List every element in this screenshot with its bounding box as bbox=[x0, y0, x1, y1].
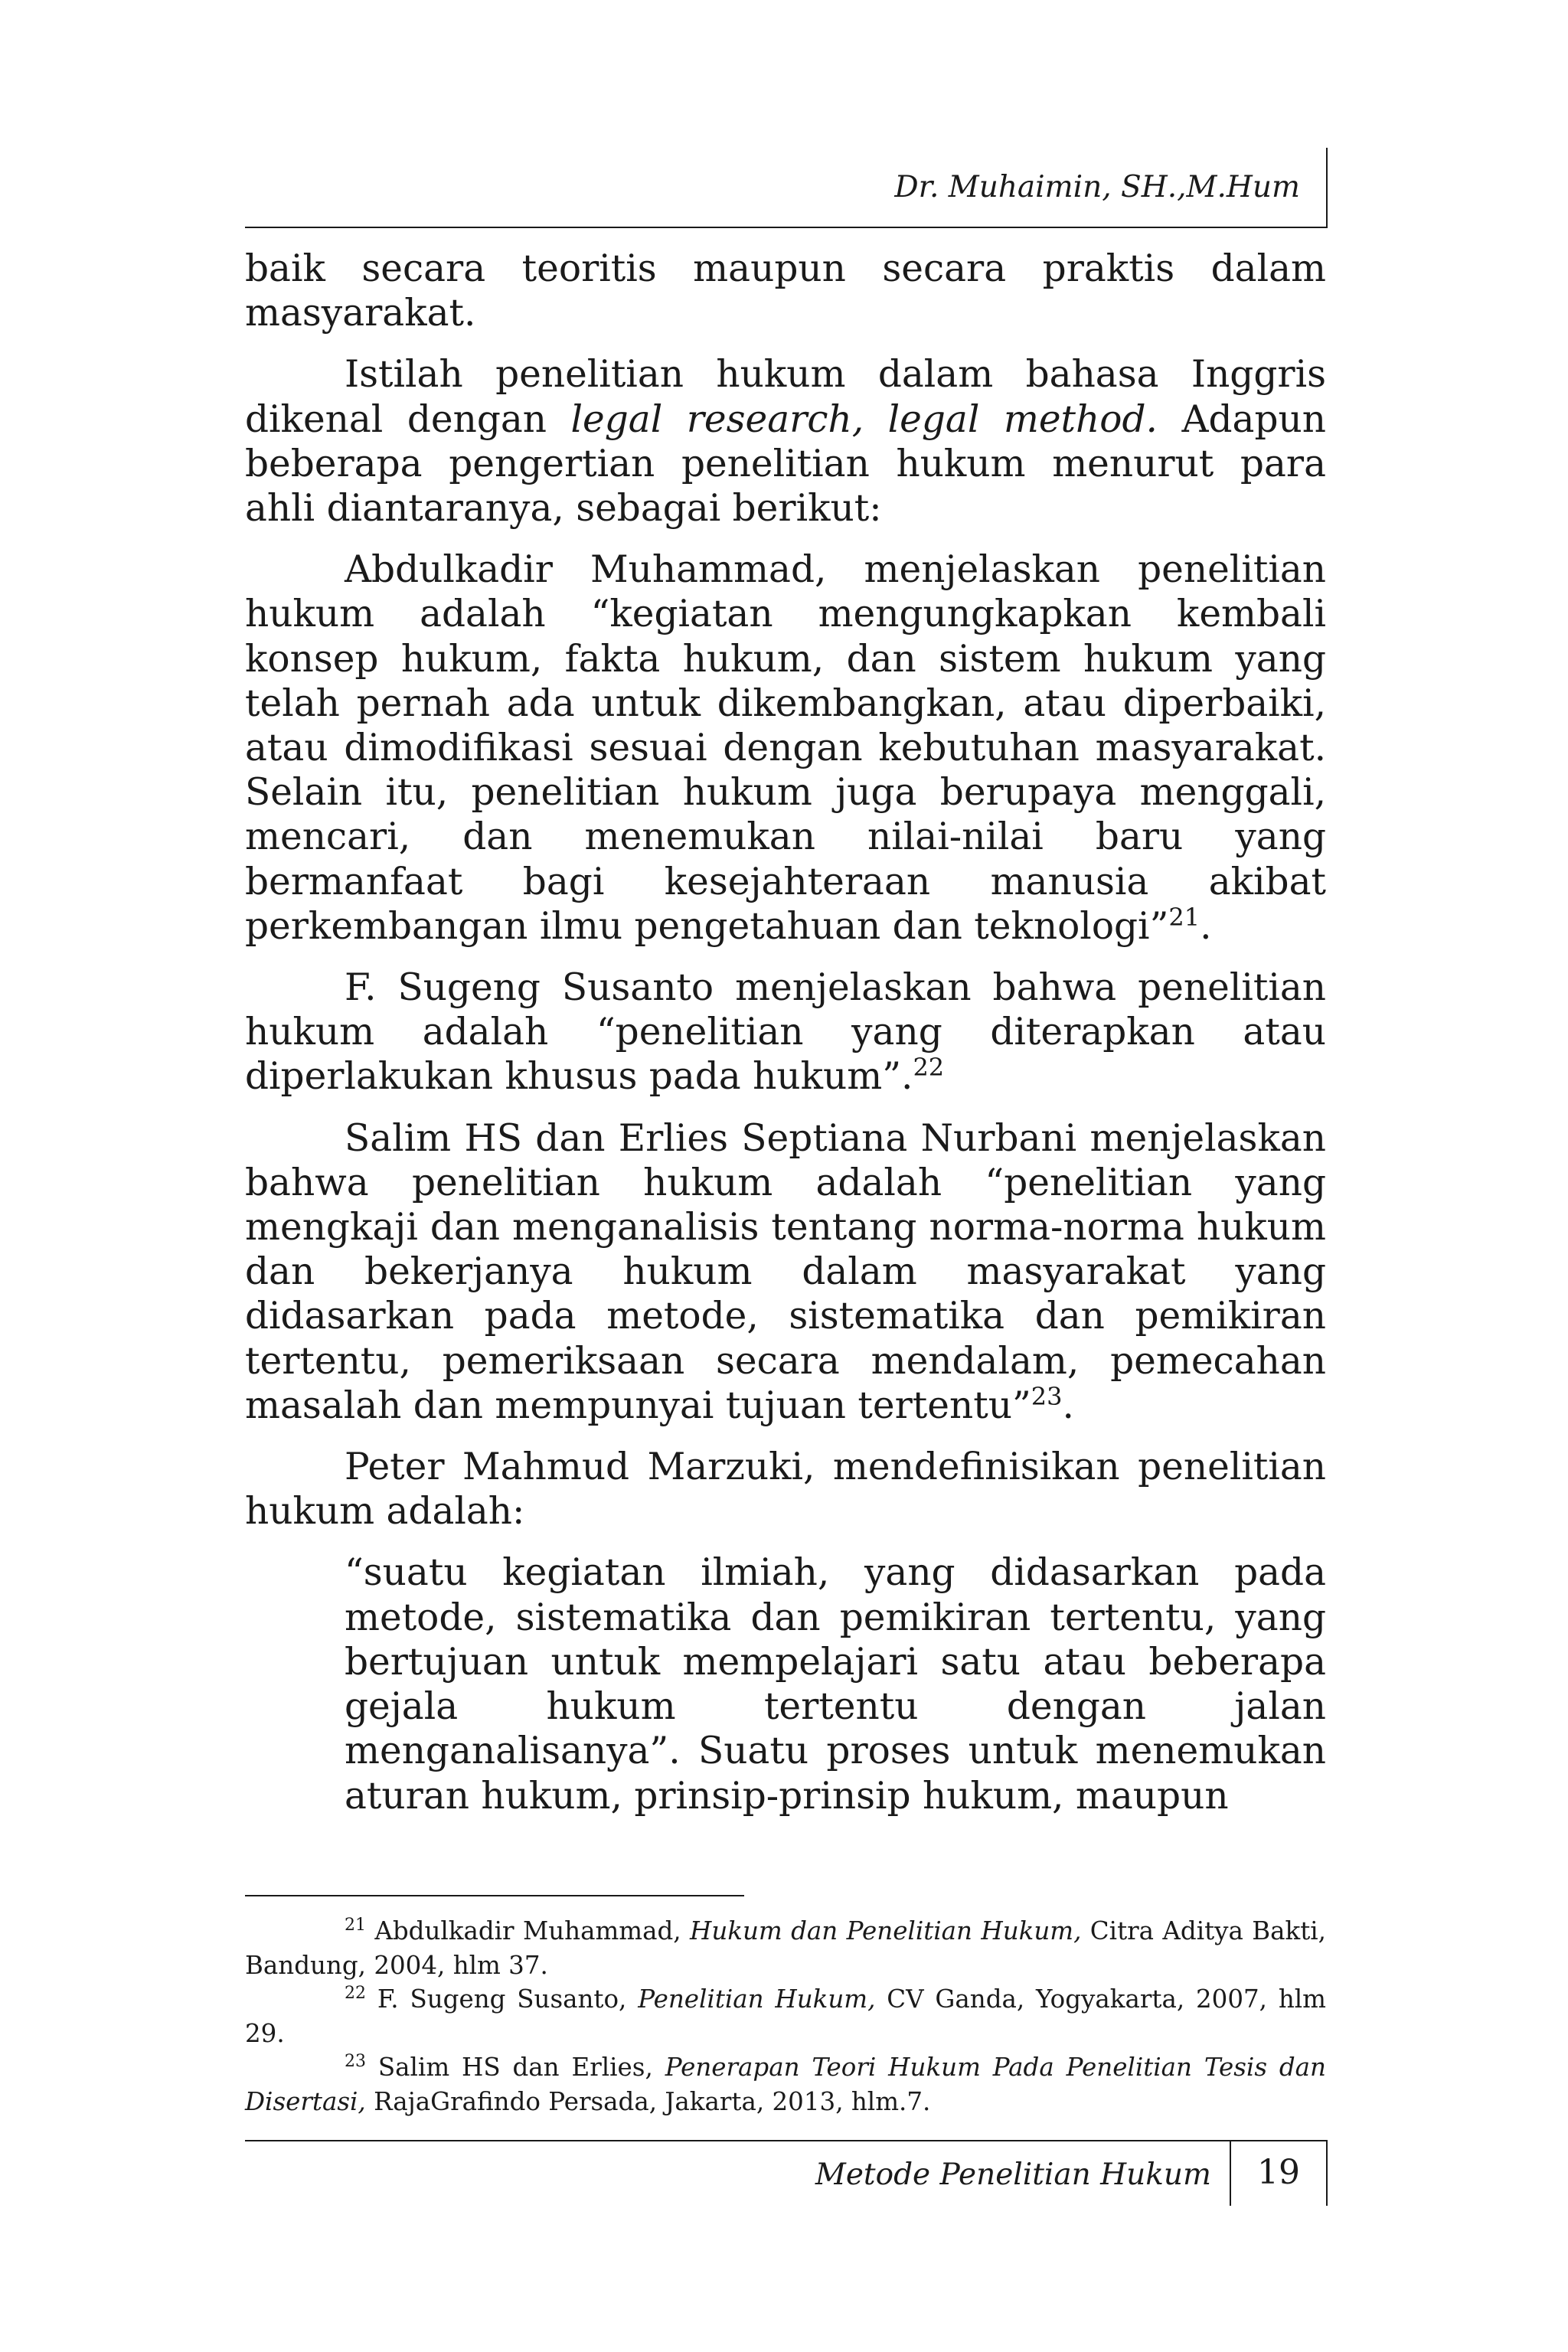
paragraph-text: . bbox=[1062, 1383, 1074, 1427]
footnote-author: Salim HS dan Erlies, bbox=[366, 2053, 665, 2082]
paragraph-text: Abdulkadir Muhammad, menjelaskan penelitian hukum adalah “kegiatan mengungkapkan kembali konsep hukum, fakta hukum, dan sistem hukum yang telah pernah ada untuk dikembangkan, atau diperbaiki, atau dimodifikasi sesuai dengan kebutuhan masyarakat. Selain itu, penelitian hukum juga berupaya menggali, mencari, dan menemukan nilai-nilai baru yang bermanfaat bagi kesejahteraan manusia akibat perkembangan ilmu pengetahuan dan teknologi” bbox=[245, 548, 1326, 948]
footer-rule bbox=[245, 2140, 1328, 2141]
italic-term: legal research, legal method. bbox=[570, 397, 1158, 441]
paragraph bbox=[245, 547, 1326, 949]
footnote-number: 21 bbox=[345, 1916, 366, 1936]
footnote-publication: RajaGrafindo Persada, Jakarta, 2013, hlm.7. bbox=[365, 2086, 931, 2116]
running-header-author: Dr. Muhaimin, SH.,M.Hum bbox=[894, 170, 1300, 204]
footer-vertical-rule bbox=[1326, 2140, 1328, 2206]
footnote-author: F. Sugeng Susanto, bbox=[366, 1984, 639, 2014]
header-rule bbox=[245, 227, 1328, 228]
paragraph-text: Salim HS dan Erlies Septiana Nurbani menjelaskan bahwa penelitian hukum adalah “penelitian yang mengkaji dan menganalisis tentang norma-norma hukum dan bekerjanya hukum dalam masyarakat yang didasarkan pada metode, sistematika dan pemikiran tertentu, pemeriksaan secara mendalam, pemecahan masalah dan mempunyai tujuan tertentu” bbox=[245, 1116, 1326, 1427]
main-text bbox=[245, 247, 1326, 1818]
footnote-author: Abdulkadir Muhammad, bbox=[366, 1916, 691, 1945]
footnote-publication: CV Ganda, Yogyakarta, 2007, hlm 29. bbox=[245, 1984, 1326, 2048]
paragraph-text: Adapun beberapa pengertian penelitian hukum menurut para ahli diantaranya, sebagai berikut: bbox=[245, 397, 1326, 531]
paragraph-text: F. Sugeng Susanto menjelaskan bahwa penelitian hukum adalah “penelitian yang diterapkan atau diperlakukan khusus pada hukum”. bbox=[245, 966, 1326, 1099]
paragraph-text: . bbox=[1200, 904, 1212, 948]
header-vertical-rule bbox=[1326, 148, 1328, 228]
paragraph bbox=[245, 1445, 1326, 1534]
footnote-publication: Citra Aditya Bakti, Bandung, 2004, hlm 37. bbox=[245, 1916, 1327, 1980]
footnote bbox=[245, 1982, 1326, 2050]
footnote-separator bbox=[245, 1895, 744, 1896]
footnote-number: 23 bbox=[345, 2052, 366, 2072]
paragraph bbox=[245, 965, 1326, 1099]
paragraph bbox=[245, 247, 1326, 335]
footnote-title: Penelitian Hukum, bbox=[638, 1984, 876, 2014]
footnote-reference[interactable]: 22 bbox=[913, 1053, 945, 1083]
footnote bbox=[245, 2050, 1326, 2118]
paragraph-text: Istilah penelitian hukum dalam bahasa Inggris dikenal dengan bbox=[245, 353, 1326, 441]
footnote-reference[interactable]: 23 bbox=[1031, 1381, 1063, 1411]
footnotes bbox=[245, 1914, 1326, 2118]
paragraph bbox=[245, 1116, 1326, 1428]
footnote-title: Hukum dan Penelitian Hukum, bbox=[690, 1916, 1082, 1945]
page-number: 19 bbox=[1257, 2153, 1300, 2192]
paragraph-text: baik secara teoritis maupun secara praktis dalam masyarakat. bbox=[245, 247, 1326, 335]
footnote-number: 22 bbox=[345, 1984, 366, 2004]
block-quote bbox=[245, 1550, 1326, 1818]
paragraph bbox=[245, 352, 1326, 531]
quote-text: “suatu kegiatan ilmiah, yang didasarkan pada metode, sistematika dan pemikiran tertentu, yang bertujuan untuk mempelajari satu atau beberapa gejala hukum tertentu dengan jalan menganalisanya”. Suatu proses untuk menemukan aturan hukum, prinsip-prinsip hukum, maupun bbox=[345, 1551, 1326, 1818]
footnote bbox=[245, 1914, 1326, 1982]
paragraph-text: Peter Mahmud Marzuki, mendefinisikan penelitian hukum adalah: bbox=[245, 1446, 1326, 1534]
footnote-reference[interactable]: 21 bbox=[1168, 902, 1200, 932]
footnote-title: Penerapan Teori Hukum Pada Penelitian Tesis dan Disertasi, bbox=[245, 2053, 1326, 2116]
running-footer-title: Metode Penelitian Hukum bbox=[815, 2158, 1211, 2192]
